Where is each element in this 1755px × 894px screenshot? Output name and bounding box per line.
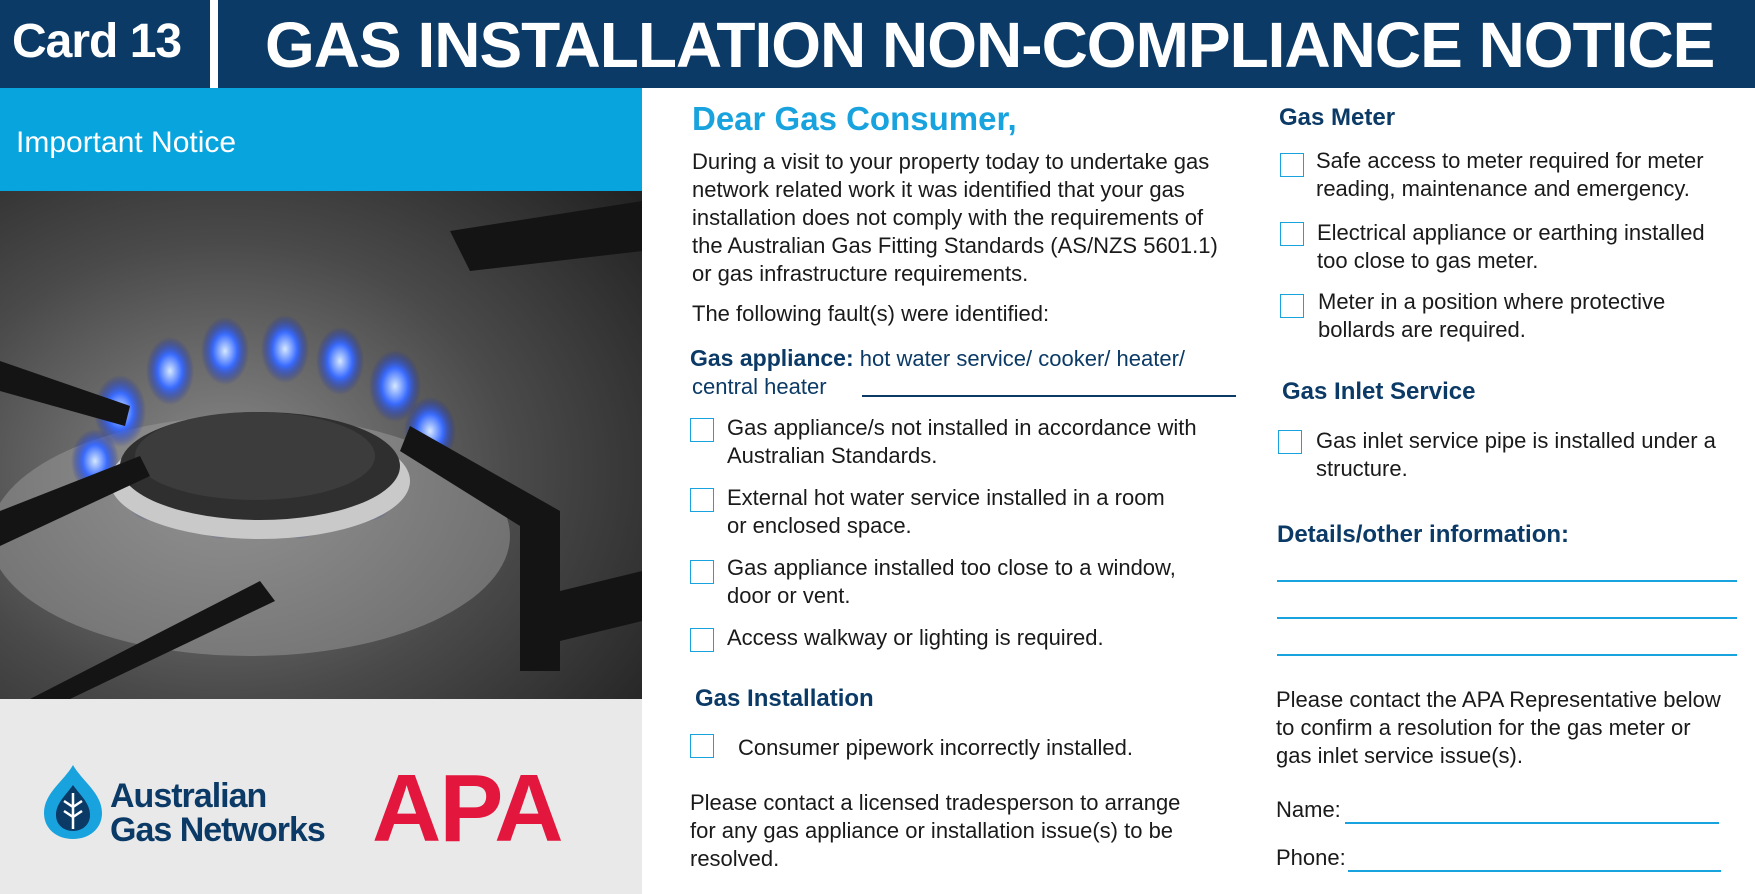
gas-burner-photo (0, 191, 642, 699)
meter-access-text (1316, 147, 1736, 203)
gas-appliance-line (690, 344, 1185, 373)
item-line: Gas appliance installed too close to a window, (727, 555, 1176, 580)
contact-line: to confirm a resolution for the gas meter or (1276, 715, 1691, 740)
notice-header (0, 0, 1755, 88)
gas-appliance-types: hot water service/ cooker/ heater/ (859, 346, 1186, 371)
gas-appliance-label: Gas appliance: (690, 345, 854, 371)
faults-label: The following fault(s) were identified: (692, 301, 1050, 326)
item-line: Australian Standards. (727, 443, 938, 468)
details-line-3[interactable] (1277, 654, 1737, 656)
checkbox-appliance-standards[interactable] (690, 418, 714, 442)
contact-line: Please contact the APA Representative below (1276, 687, 1721, 712)
details-line-1[interactable] (1277, 580, 1737, 582)
checkbox-hot-water-enclosed[interactable] (690, 488, 714, 512)
details-line-2[interactable] (1277, 617, 1737, 619)
contact-line: gas inlet service issue(s). (1276, 743, 1523, 768)
phone-label: Phone: (1276, 845, 1346, 870)
gas-installation-heading: Gas Installation (695, 685, 874, 712)
intro-line: During a visit to your property today to undertake gas (692, 149, 1210, 174)
intro-paragraph (692, 148, 1252, 288)
hot-water-enclosed-text (727, 484, 1165, 540)
checkbox-electrical-too-close[interactable] (1280, 222, 1304, 246)
checkbox-too-close-window[interactable] (690, 560, 714, 584)
intro-line: or gas infrastructure requirements. (692, 261, 1029, 286)
pipework-text: Consumer pipework incorrectly installed. (738, 735, 1133, 760)
tradesperson-contact (690, 789, 1180, 873)
bollards-text (1318, 288, 1665, 344)
walkway-lighting-text: Access walkway or lighting is required. (727, 625, 1104, 650)
notice-title: GAS INSTALLATION NON-COMPLIANCE NOTICE (265, 9, 1715, 81)
item-line: External hot water service installed in a room (727, 485, 1165, 510)
item-line: Gas inlet service pipe is installed under a (1316, 428, 1716, 453)
appliance-standards-text (727, 414, 1197, 470)
name-label: Name: (1276, 797, 1341, 822)
agn-line-1: Australian (110, 777, 267, 815)
contact-line: Please contact a licensed tradesperson to arrange (690, 790, 1181, 815)
contact-line: for any gas appliance or installation issue(s) to be (690, 818, 1174, 843)
item-line: bollards are required. (1318, 317, 1526, 342)
item-line: or enclosed space. (727, 513, 912, 538)
item-line: structure. (1316, 456, 1408, 481)
item-line: reading, maintenance and emergency. (1316, 176, 1690, 201)
gas-inlet-heading: Gas Inlet Service (1282, 378, 1476, 405)
name-field-line[interactable] (1345, 822, 1719, 824)
electrical-too-close-text (1317, 219, 1705, 275)
item-line: Gas appliance/s not installed in accordance with (727, 415, 1197, 440)
appliance-type-line (862, 395, 1236, 397)
item-line: too close to gas meter. (1317, 248, 1539, 273)
apa-logo: APA (372, 755, 562, 862)
intro-line: network related work it was identified that your gas (692, 177, 1185, 202)
header-divider (210, 0, 218, 88)
too-close-window-text (727, 554, 1176, 610)
intro-line: installation does not comply with the requirements of (692, 205, 1204, 230)
logo-strip (0, 699, 642, 894)
left-panel (0, 88, 642, 894)
phone-field-line[interactable] (1348, 870, 1721, 872)
gas-burner-flame-photo-icon (0, 191, 642, 699)
item-line: Meter in a position where protective (1318, 289, 1666, 314)
checkbox-walkway-lighting[interactable] (690, 628, 714, 652)
greeting: Dear Gas Consumer, (692, 100, 1017, 137)
inlet-under-structure-text (1316, 427, 1716, 483)
gas-appliance-types-cont: central heater (692, 374, 827, 399)
item-line: Electrical appliance or earthing installed (1317, 220, 1705, 245)
intro-line: the Australian Gas Fitting Standards (AS/NZS 5601.1) (692, 233, 1218, 258)
gas-meter-heading: Gas Meter (1279, 104, 1396, 131)
card-number: Card 13 (12, 15, 182, 68)
checkbox-pipework[interactable] (690, 734, 714, 758)
details-heading: Details/other information: (1277, 521, 1570, 548)
checkbox-bollards[interactable] (1280, 294, 1304, 318)
checkbox-inlet-under-structure[interactable] (1278, 430, 1302, 454)
agn-logo-text (110, 779, 325, 847)
important-notice-label: Important Notice (16, 126, 237, 159)
item-line: door or vent. (727, 583, 851, 608)
agn-line-2: Gas Networks (110, 811, 325, 849)
contact-line: resolved. (690, 846, 780, 871)
apa-contact (1276, 686, 1721, 770)
important-notice-bar (0, 88, 642, 191)
checkbox-meter-access[interactable] (1280, 153, 1304, 177)
item-line: Safe access to meter required for meter (1316, 148, 1704, 173)
flame-leaf-icon (42, 763, 104, 841)
